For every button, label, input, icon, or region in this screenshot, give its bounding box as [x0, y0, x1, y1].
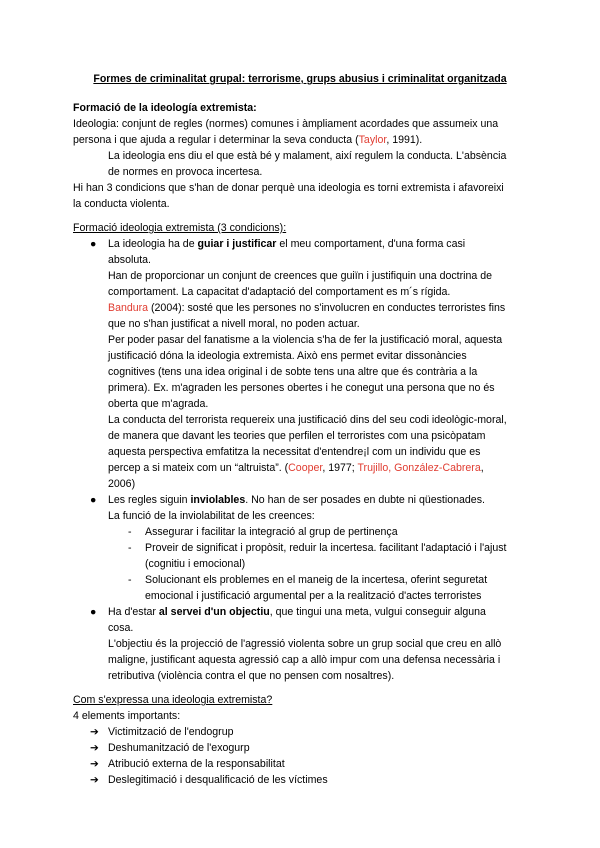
bullet-line — [108, 492, 485, 508]
bullet-line: 2006) — [108, 478, 136, 490]
bullet-line: justificació dóna la ideologia extremista. Això ens permet evitar dissonàncies — [108, 350, 467, 362]
text-run-bold: al servei d'un objectiu — [158, 606, 270, 618]
dash-icon: - — [128, 574, 132, 586]
text-run: percep a si mateix com un “altruista”. ( — [108, 462, 289, 474]
citation-link[interactable]: Trujillo, González-Cabrera — [357, 462, 481, 474]
paragraph-line: Ideologia: conjunt de regles (normes) comunes i àmpliament acordades que assumeix una — [73, 118, 499, 130]
text-run-bold: inviolables — [190, 494, 246, 506]
list-item: Atribució externa de la responsabilitat — [108, 758, 285, 770]
sub-item: Proveir de significat i propòsit, reduir la incertesa. facilitant l'adaptació i l'ajust — [145, 542, 507, 554]
bullet-line: cognitives (tens una idea original i de sobte tens una altre que és contrària a la — [108, 366, 478, 378]
bullet-line — [108, 460, 484, 476]
citation-link[interactable]: Taylor — [358, 134, 387, 146]
bullet-line: comportament. La capacitat d'adaptació del comportament es m´s rígida. — [108, 286, 451, 298]
arrow-right-icon: ➔ — [90, 758, 99, 770]
bullet-line — [108, 300, 505, 316]
bullet-line: de manera que davant les teories que perfilen el terroristes com una psicòpatam — [108, 430, 486, 442]
citation-link[interactable]: Bandura — [108, 302, 149, 314]
bullet-line — [108, 604, 486, 620]
bullet-line: L'objectiu és la projecció de l'agressió violenta sobre un grup social que creu en allò — [108, 638, 502, 650]
paragraph-line: de normes en provoca incertesa. — [108, 166, 263, 178]
paragraph-line: Hi han 3 condicions que s'han de donar perquè una ideologia es torni extremista i afavoreixi — [73, 182, 504, 194]
list-item: Deshumanització de l'exogurp — [108, 742, 250, 754]
bullet-line: oberta que m'agrada. — [108, 398, 209, 410]
text-run: persona i que ajuda a regular i determinar la seva conducta ( — [73, 134, 359, 146]
list-item: Victimització de l'endogrup — [108, 726, 234, 738]
citation-link[interactable]: Cooper — [288, 462, 323, 474]
bullet-line: La funció de la inviolabilitat de les creences: — [108, 510, 315, 522]
dash-icon: - — [128, 526, 132, 538]
bullet-line: primera). Ex. m'agraden les persones obertes i he conegut una persona que no és — [108, 382, 495, 394]
bullet-line: Per poder pasar del fanatisme a la violencia s'ha de fer la justificació moral, aquesta — [108, 334, 503, 346]
sub-item: (cognitiu i emocional) — [145, 558, 246, 570]
section-heading-formacio: Formació de la ideología extremista: — [73, 102, 257, 114]
sub-item: Solucionant els problemes en el maneig de la incertesa, oferint seguretat — [145, 574, 488, 586]
bullet-line: que no s'han justificat a nivell moral, no poden actuar. — [108, 318, 360, 330]
text-run-bold: guiar i justificar — [197, 238, 277, 250]
arrow-right-icon: ➔ — [90, 774, 99, 786]
text-run: La ideologia ha de — [108, 238, 198, 250]
section-heading-expressio: Com s'expressa una ideologia extremista? — [73, 694, 273, 706]
bullet-line — [108, 236, 465, 252]
text-run: (2004): sosté que les persones no s'involucren en conductes terroristes fins — [148, 302, 506, 314]
paragraph-line — [73, 132, 422, 148]
text-run: el meu comportament, d'una forma casi — [276, 238, 466, 250]
bullet-line: retributiva (violència contra el que no pensen com nosaltres). — [108, 670, 395, 682]
bullet-icon: ● — [90, 494, 97, 506]
bullet-line: maligne, justificant aquesta agressió cap a allò impur com una defensa necessària i — [108, 654, 501, 666]
bullet-icon: ● — [90, 606, 97, 618]
bullet-line: absoluta. — [108, 254, 151, 266]
text-run: , 1977; — [322, 462, 358, 474]
paragraph-line: La ideologia ens diu el que està bé y malament, així regulem la conducta. L'absència — [108, 150, 507, 162]
text-run: Les regles siguin — [108, 494, 191, 506]
text-run: , — [480, 462, 484, 474]
bullet-icon: ● — [90, 238, 97, 250]
text-run: , que tingui una meta, vulgui conseguir alguna — [269, 606, 486, 618]
paragraph-line: 4 elements importants: — [73, 710, 181, 722]
bullet-line: Han de proporcionar un conjunt de creences que guiïn i justifiquin una doctrina de — [108, 270, 492, 282]
text-run: Ha d'estar — [108, 606, 159, 618]
bullet-line: La conducta del terrorista requereix una justificació dins del seu codi ideològic-moral, — [108, 414, 507, 426]
arrow-right-icon: ➔ — [90, 742, 99, 754]
bullet-line: cosa. — [108, 622, 134, 634]
section-heading-condicions: Formació ideologia extremista (3 condicions): — [73, 222, 287, 234]
sub-item: emocional i justificació argumental per a la realització d'actes terroristes — [145, 590, 482, 602]
paragraph-line: la conducta violenta. — [73, 198, 170, 210]
bullet-line: aquesta perspectiva emfatitza la necessitat d'entendre¡l com un individu que es — [108, 446, 481, 458]
text-run: . No han de ser posades en dubte ni qüestionades. — [245, 494, 485, 506]
list-item: Deslegitimació i desqualificació de les víctimes — [108, 774, 328, 786]
sub-item: Assegurar i facilitar la integració al grup de pertinença — [145, 526, 398, 538]
arrow-right-icon: ➔ — [90, 726, 99, 738]
page-title: Formes de criminalitat grupal: terrorisme, grups abusius i criminalitat organitzada — [93, 73, 507, 85]
text-run: , 1991). — [386, 134, 423, 146]
dash-icon: - — [128, 542, 132, 554]
